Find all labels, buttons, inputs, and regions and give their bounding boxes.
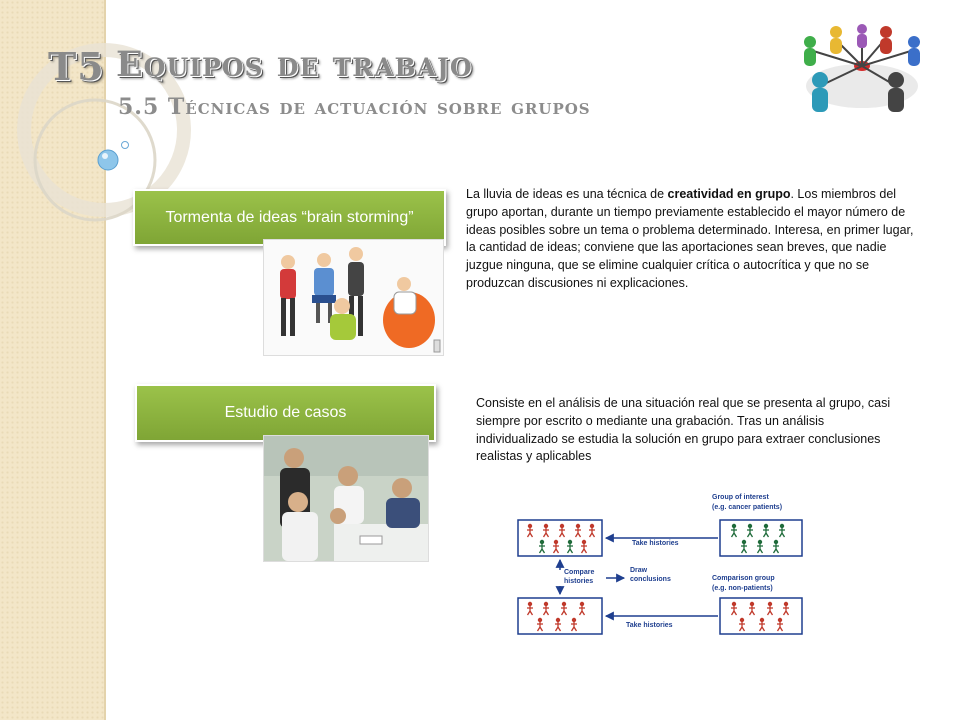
brainstorming-text-end: . Los miembros del grupo aportan, durante un tiempo previamente establecido el mayor número de ideas posibles sobre un tema o problema determinado. Interesa, en primer lugar, la cantidad de ideas; conviene que las aportaciones sean breves, que nadie juzgue ninguna, que se elimine cualquier crítica o autocrítica y que no se produzcan discusiones ni explicaciones.: [466, 187, 914, 290]
brainstorming-text-start: La lluvia de ideas es una técnica de: [466, 187, 668, 201]
group-of-interest-example: (e.g. cancer patients): [712, 504, 783, 511]
case-control-diagram: [512, 490, 812, 640]
brainstorming-description: [466, 186, 926, 293]
draw-label: Draw: [630, 567, 648, 574]
case-study-label: [135, 384, 436, 442]
take-histories-top-label: Take histories: [632, 540, 679, 547]
brainstorming-text-bold: creatividad en grupo: [667, 187, 791, 201]
page-subtitle: 5.5 Técnicas de actuación sobre grupos: [118, 94, 591, 120]
team-logo-image: [796, 24, 928, 120]
case-study-label-text: Estudio de casos: [224, 404, 347, 421]
group-of-interest-label: Group of interest: [712, 494, 769, 501]
brainstorming-label-text: Tormenta de ideas “brain storming”: [165, 208, 414, 226]
take-histories-bottom-label: Take histories: [626, 622, 673, 629]
histories-label: histories: [564, 578, 594, 585]
page-title: Equipos de trabajo: [116, 44, 473, 85]
case-study-photo: [263, 435, 429, 562]
comparison-group-example: (e.g. non-patients): [712, 585, 773, 592]
comparison-group-label: Comparison group: [712, 575, 775, 582]
chapter-number: T5: [48, 44, 105, 89]
brainstorming-label: [133, 189, 446, 246]
case-study-description: Consiste en el análisis de una situación real que se presenta al grupo, casi siempre por escrito o mediante una grabación. Tras un análisis individualizado se estudia la solución en grupo para extraer conclusiones realistas y aplicables: [476, 396, 891, 464]
compare-label: Compare: [564, 569, 595, 576]
conclusions-label: conclusions: [630, 576, 671, 583]
brainstorming-illustration: [263, 239, 444, 356]
